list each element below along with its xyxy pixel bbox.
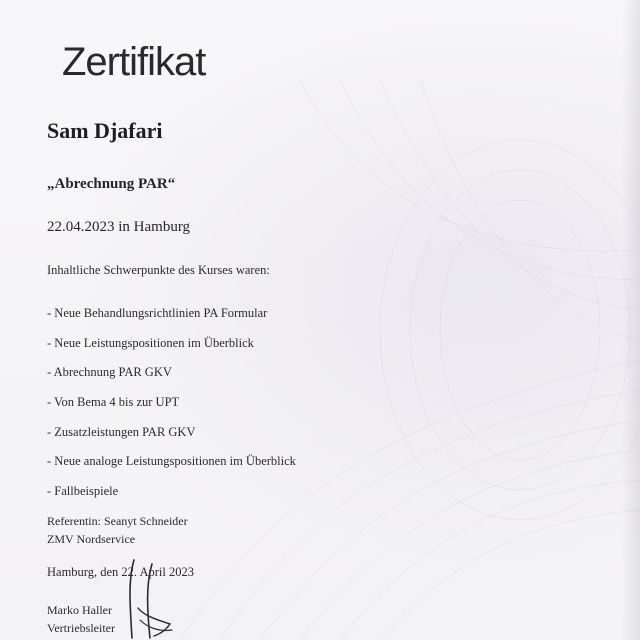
- topics-list: [47, 306, 296, 514]
- handwritten-signature-icon: [100, 558, 190, 640]
- topic-item: - Fallbeispiele: [47, 484, 119, 499]
- paper-right-edge-shadow: [622, 0, 640, 640]
- issue-place-date: Hamburg, den 22. April 2023: [47, 565, 194, 579]
- course-title: „Abrechnung PAR“: [47, 176, 176, 192]
- topic-item: - Von Bema 4 bis zur UPT: [47, 395, 180, 410]
- topic-item: - Neue Leistungspositionen im Überblick: [47, 335, 254, 350]
- organization-name: ZMV Nordservice: [47, 532, 136, 546]
- signer-role: Vertriebsleiter: [47, 621, 115, 635]
- topic-item: - Abrechnung PAR GKV: [47, 365, 172, 380]
- topics-intro: Inhaltliche Schwerpunkte des Kurses waren:: [47, 263, 270, 277]
- topic-item: - Neue Behandlungsrichtlinien PA Formular: [47, 306, 268, 320]
- signer-name: Marko Haller: [47, 603, 112, 617]
- certificate-title: Zertifikat: [62, 40, 206, 84]
- topic-item: - Zusatzleistungen PAR GKV: [47, 424, 196, 439]
- referent-line: Referentin: Seanyt Schneider: [47, 514, 188, 528]
- participant-name: Sam Djafari: [47, 118, 163, 143]
- referent-block: [47, 512, 188, 548]
- topic-item: - Neue analoge Leistungspositionen im Überblick: [47, 454, 296, 469]
- course-date-location: 22.04.2023 in Hamburg: [47, 219, 191, 235]
